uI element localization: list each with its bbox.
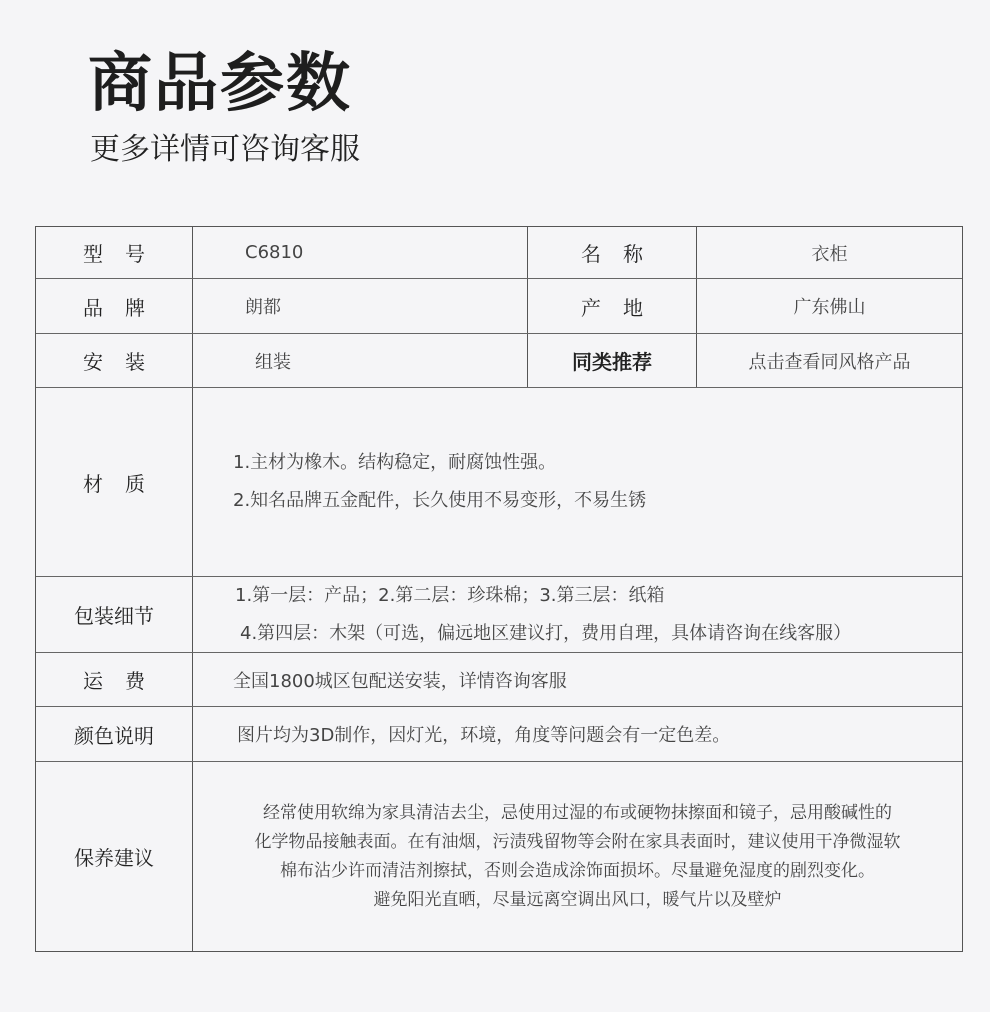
package-line-1: 1.第一层：产品；2.第二层：珍珠棉；3.第三层：纸箱	[235, 584, 665, 606]
spec-row-brand	[36, 279, 962, 334]
care-line-2: 化学物品接触表面。在有油烟，污渍残留物等会附在家具表面时，建议使用干净微湿软	[254, 831, 901, 852]
similar-label: 同类推荐	[528, 334, 697, 387]
care-line-3: 棉布沾少许而清洁剂擦拭，否则会造成涂饰面损坏。尽量避免湿度的剧烈变化。	[280, 860, 875, 881]
shipping-value: 全国1800城区包配送安装，详情咨询客服	[233, 670, 567, 692]
package-value	[193, 577, 962, 652]
color-label: 颜色说明	[36, 707, 193, 761]
spec-table	[35, 226, 963, 952]
origin-label: 产地	[528, 279, 697, 333]
spec-row-install	[36, 334, 962, 388]
similar-link[interactable]: 点击查看同风格产品	[748, 351, 911, 373]
brand-label: 品牌	[36, 279, 193, 333]
material-label: 材质	[36, 388, 193, 576]
install-value: 组装	[193, 334, 528, 387]
origin-value: 广东佛山	[793, 297, 866, 318]
care-line-1: 经常使用软绵为家具清洁去尘，忌使用过湿的布或硬物抹擦面和镜子，忌用酸碱性的	[263, 802, 892, 823]
care-label: 保养建议	[36, 762, 193, 951]
model-label: 型号	[36, 227, 193, 278]
spec-row-material	[36, 388, 962, 577]
care-value	[193, 762, 962, 951]
care-line-4: 避免阳光直晒，尽量远离空调出风口，暖气片以及壁炉	[373, 889, 782, 910]
material-value	[193, 388, 962, 576]
spec-row-shipping	[36, 653, 962, 707]
shipping-label: 运费	[36, 653, 193, 706]
name-label: 名称	[528, 227, 697, 278]
material-line-2: 2.知名品牌五金配件，长久使用不易变形，不易生锈	[233, 490, 647, 511]
package-label: 包装细节	[36, 577, 193, 652]
spec-row-model	[36, 227, 962, 279]
page-subtitle: 更多详情可咨询客服	[90, 132, 360, 167]
spec-row-care	[36, 762, 962, 951]
brand-value: 朗都	[193, 279, 528, 333]
package-line-2: 4.第四层：木架（可选，偏远地区建议打，费用自理，具体请咨询在线客服）	[240, 622, 852, 644]
name-value: 衣柜	[811, 243, 848, 265]
page-title: 商品参数	[88, 47, 352, 121]
spec-row-color	[36, 707, 962, 762]
material-line-1: 1.主材为橡木。结构稳定，耐腐蚀性强。	[233, 452, 557, 473]
model-value: C6810	[193, 227, 528, 278]
install-label: 安装	[36, 334, 193, 387]
color-value: 图片均为3D制作，因灯光，环境，角度等问题会有一定色差。	[237, 725, 731, 746]
spec-row-package	[36, 577, 962, 653]
